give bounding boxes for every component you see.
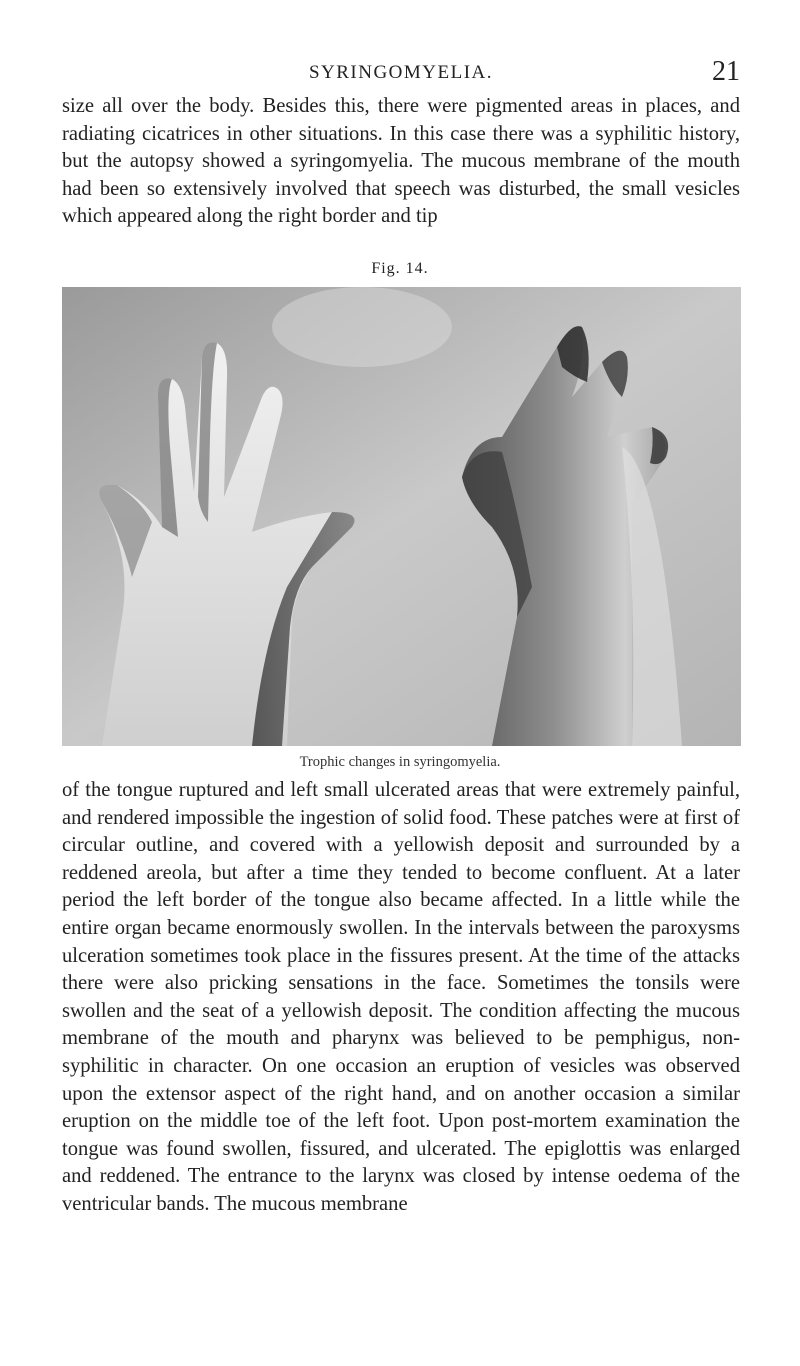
page-number: 21: [712, 56, 740, 87]
figure-label: Fig. 14.: [371, 260, 429, 277]
figure-caption: Trophic changes in syringomyelia.: [299, 754, 501, 770]
running-title: SYRINGOMYELIA.: [308, 62, 494, 83]
body-paragraph-bottom: of the tongue ruptured and left small ulcerated areas that were extremely painful, and rendered impossible the ingestion of solid food. These patches were at first of circular outline, and covered with a yellowish deposit and surrounded by a reddened areola, but after a time they tended to become confluent. At a later period the left border of the tongue also became affected. In a little while the entire organ became enormously swollen. In the intervals between the paroxysms ulceration sometimes took place in the fissures present. At the time of the attacks there were also pricking sensations in the face. Sometimes the tonsils were swollen and the seat of a yellowish deposit. The condition affecting the mucous membrane of the mouth and pharynx was believed to be pemphigus, non-syphilitic in character. On one occasion an eruption of vesicles was observed upon the extensor aspect of the right hand, and on another occasion a similar eruption on the middle toe of the left foot. Upon post-mortem examination the tongue was found swollen, fissured, and ulcerated. The epiglottis was enlarged and reddened. The entrance to the larynx was closed by intense oedema of the ventricular bands. The mucous membrane: [62, 779, 740, 1215]
running-head: [62, 58, 740, 88]
body-paragraph-top: size all over the body. Besides this, there were pigmented areas in places, and radiating cicatrices in other situations. In this case there was a syphilitic history, but the autopsy showed a syringomyelia. The mucous membrane of the mouth had been so extensively involved that speech was disturbed, the small vesicles which appeared along the right border and tip: [62, 95, 740, 228]
figure-photograph-hands: [62, 287, 741, 746]
